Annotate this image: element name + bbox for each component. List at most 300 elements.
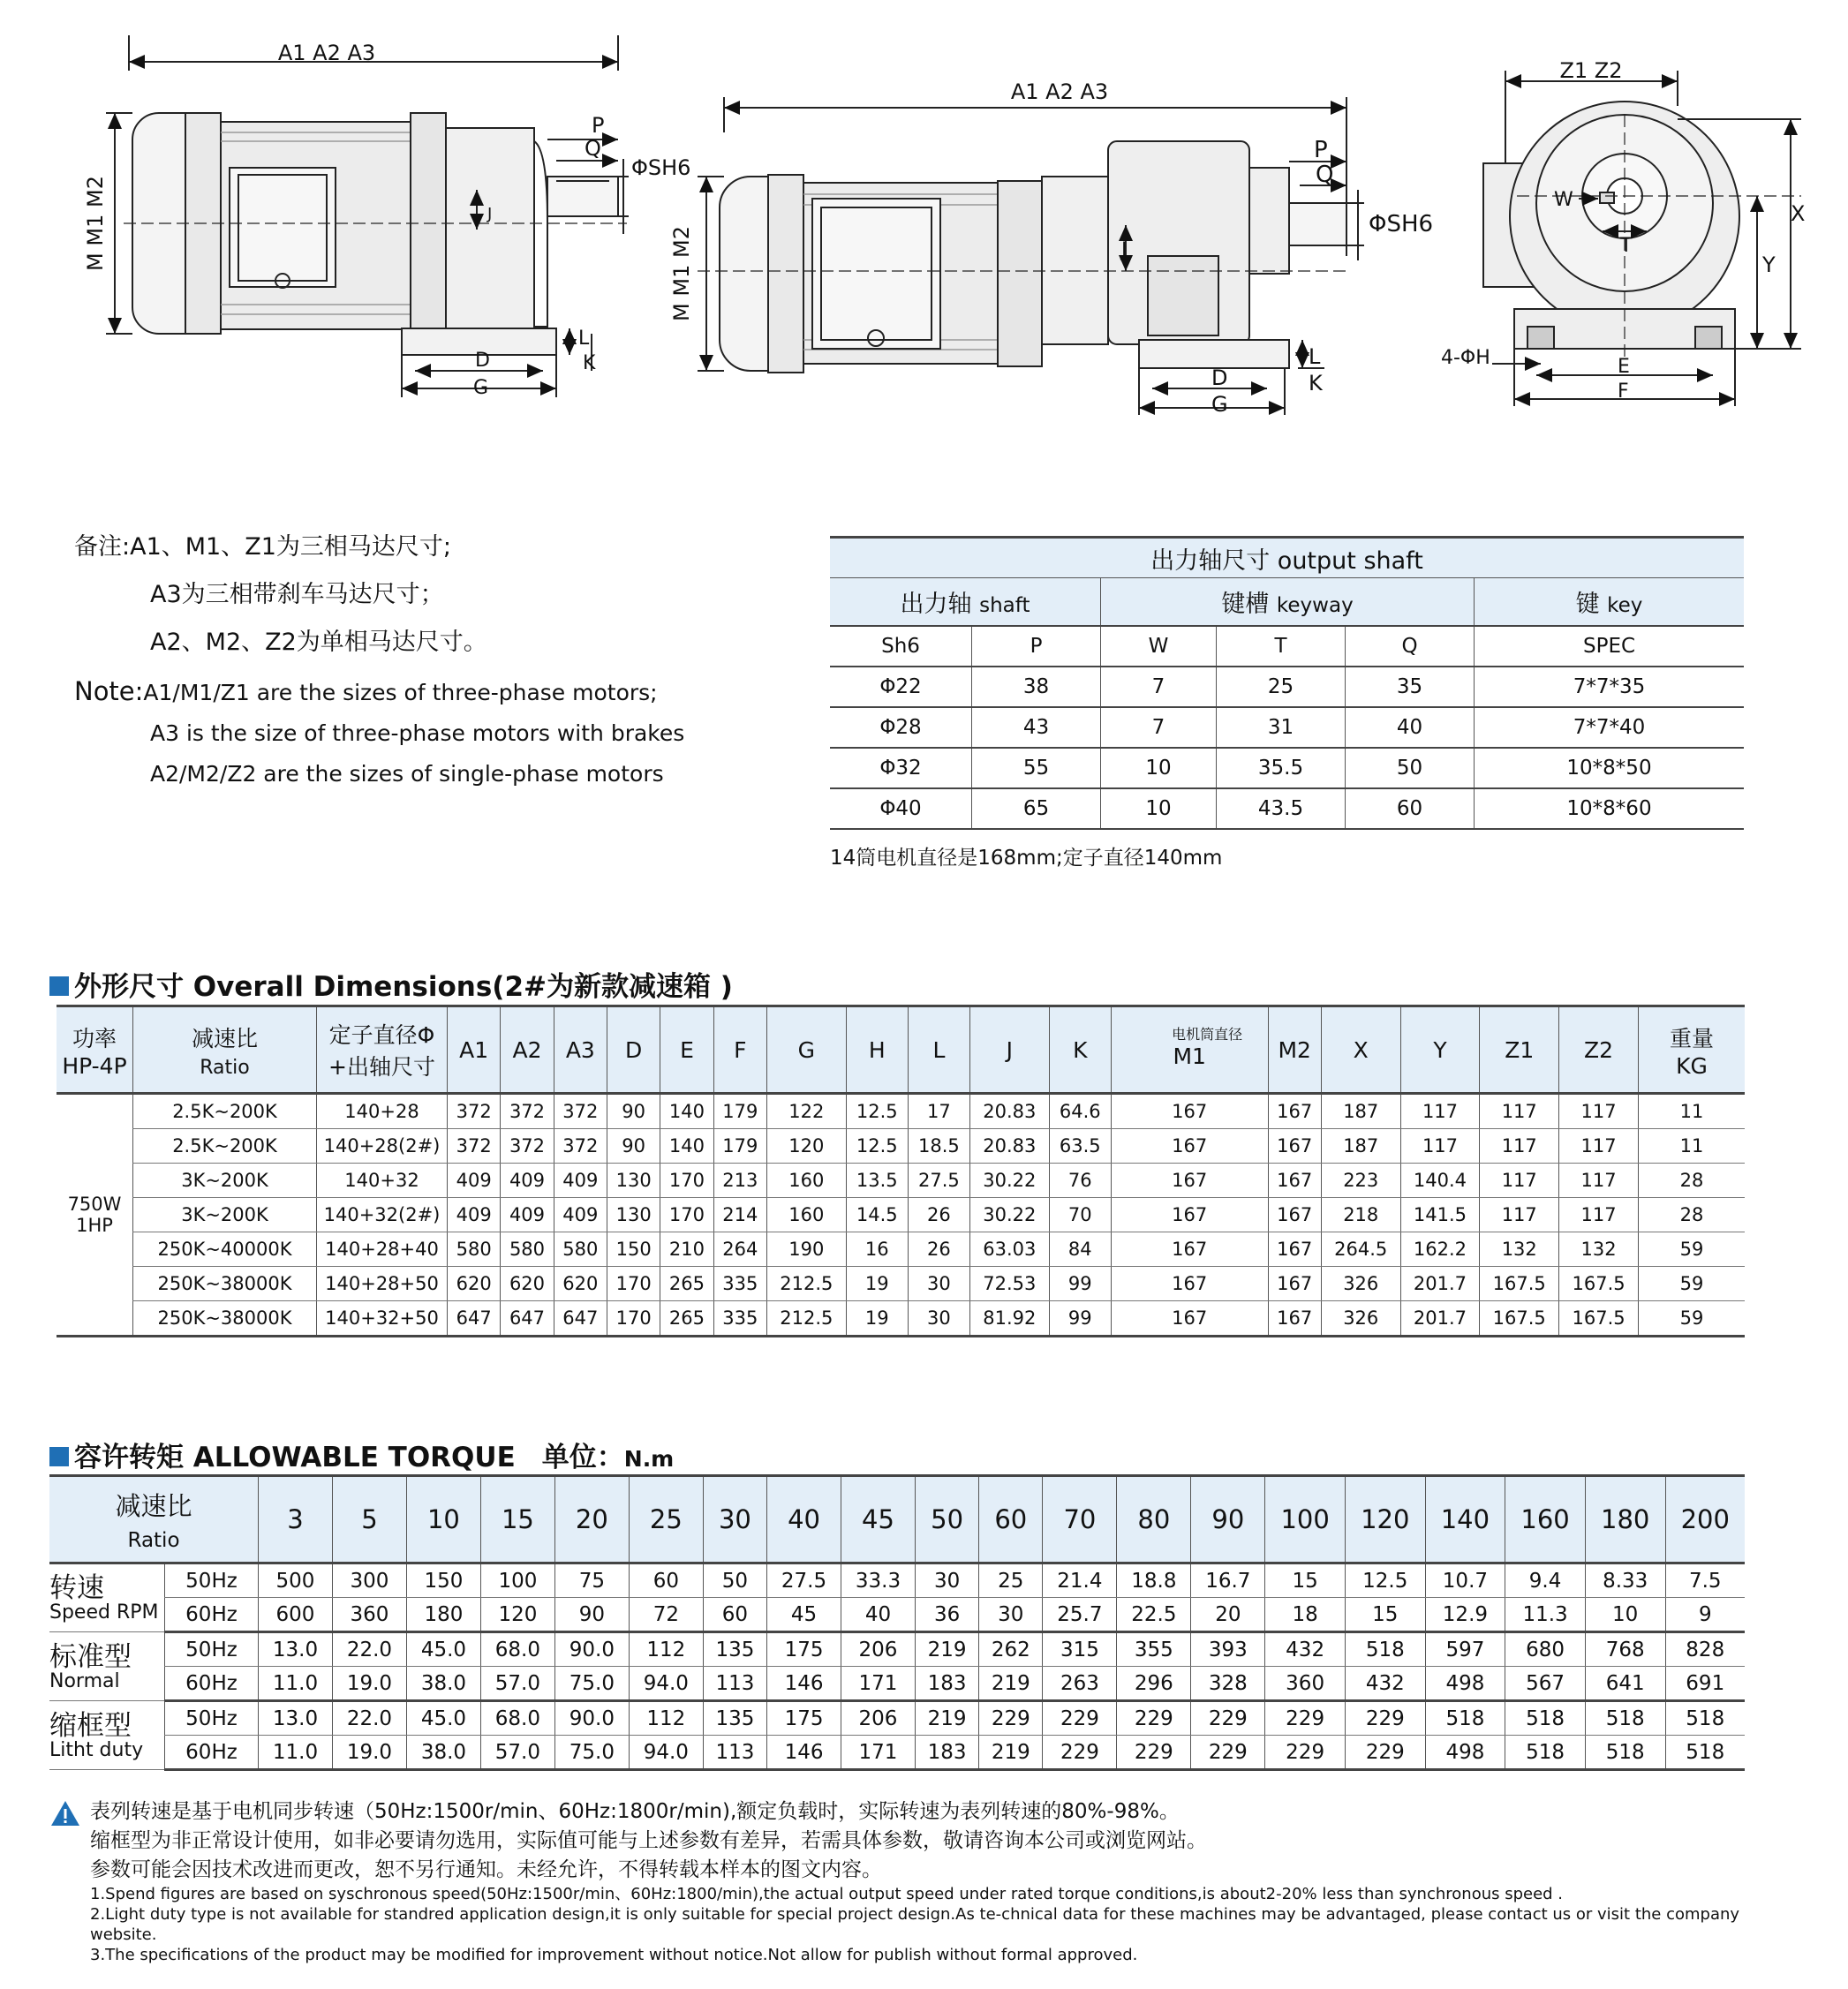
- shaft-cell: Φ32: [830, 748, 972, 788]
- torque-cell: 600: [259, 1598, 333, 1632]
- shaft-note: 14筒电机直径是168mm;定子直径140mm: [830, 847, 1223, 870]
- torque-cell: 19.0: [332, 1667, 406, 1701]
- dims-cell: 2.5K~200K: [133, 1129, 317, 1164]
- dims-cell: 117: [1480, 1094, 1559, 1129]
- dim-q-label-2: Q: [1316, 162, 1334, 188]
- dims-table-row: [57, 1232, 1745, 1267]
- allowable-torque-table: [49, 1474, 1745, 1771]
- torque-table-row: [49, 1667, 1745, 1701]
- torque-cell: 518: [1505, 1736, 1586, 1770]
- technical-drawings: [0, 0, 1848, 459]
- x-header: X: [1321, 1006, 1400, 1094]
- note-cn-line: A3为三相带刹车马达尺寸；: [150, 581, 444, 608]
- torque-cell: 11.3: [1505, 1598, 1586, 1632]
- dims-cell: 167: [1111, 1198, 1268, 1232]
- shaft-cell: 60: [1346, 788, 1475, 829]
- dim-d-label-2: D: [1211, 365, 1228, 390]
- torque-cell: 100: [480, 1563, 554, 1598]
- dims-cell: 372: [554, 1129, 607, 1164]
- dim-f-label: F: [1618, 380, 1629, 403]
- dims-cell: 26: [908, 1198, 969, 1232]
- torque-cell: 22.0: [332, 1701, 406, 1736]
- note-en-prefix: Note:: [74, 676, 144, 706]
- torque-cell: 15: [1265, 1563, 1346, 1598]
- dims-cell: 26: [908, 1232, 969, 1267]
- dims-cell: 99: [1049, 1301, 1111, 1337]
- shaft-cell: 55: [972, 748, 1101, 788]
- dims-cell: 162.2: [1400, 1232, 1480, 1267]
- dim-y-label: Y: [1762, 252, 1776, 277]
- dims-cell: 335: [713, 1267, 766, 1301]
- dims-cell: 132: [1559, 1232, 1639, 1267]
- torque-cell: 641: [1585, 1667, 1665, 1701]
- shaft-cell: 7: [1101, 707, 1217, 748]
- footnote-en-line: 3.The specifications of the product may be modified for improvement without notice.Not allow for publish without formal approved.: [90, 1946, 1138, 1964]
- torque-cell: 175: [767, 1632, 841, 1667]
- torque-cell: 75.0: [554, 1736, 629, 1770]
- shaft-cell: Φ28: [830, 707, 972, 748]
- dims-cell: 3K~200K: [133, 1164, 317, 1198]
- dims-cell: 167.5: [1480, 1267, 1559, 1301]
- dims-cell: 63.03: [969, 1232, 1049, 1267]
- shaft-cell: 31: [1217, 707, 1346, 748]
- torque-cell: 135: [703, 1632, 766, 1667]
- torque-group-label: [49, 1563, 165, 1632]
- dims-cell: 27.5: [908, 1164, 969, 1198]
- torque-cell: 229: [1117, 1736, 1191, 1770]
- torque-cell: 20: [1191, 1598, 1265, 1632]
- dims-cell: 409: [554, 1198, 607, 1232]
- torque-cell: 12.5: [1345, 1563, 1425, 1598]
- torque-cell: 57.0: [480, 1736, 554, 1770]
- dims-cell: 117: [1559, 1198, 1639, 1232]
- group-label-cn: 转速: [49, 1572, 104, 1604]
- col-header: E: [660, 1006, 713, 1094]
- side-view-small: [106, 35, 629, 397]
- torque-cell: 7.5: [1665, 1563, 1745, 1598]
- dim-a-label-2: A1 A2 A3: [1010, 79, 1109, 104]
- dim-a-label: A1 A2 A3: [277, 41, 376, 65]
- dims-cell: 372: [448, 1094, 501, 1129]
- torque-cell: 33.3: [841, 1563, 916, 1598]
- notes-cn: [74, 524, 487, 667]
- ratio-column-header: 160: [1505, 1476, 1586, 1563]
- torque-cell: 500: [259, 1563, 333, 1598]
- dims-cell: 190: [766, 1232, 846, 1267]
- torque-cell: 10: [1585, 1598, 1665, 1632]
- dims-cell: 117: [1400, 1094, 1480, 1129]
- dims-cell: 335: [713, 1301, 766, 1337]
- torque-cell: 45: [767, 1598, 841, 1632]
- dims-cell: 250K~40000K: [133, 1232, 317, 1267]
- dims-cell: 218: [1321, 1198, 1400, 1232]
- torque-cell: 171: [841, 1736, 916, 1770]
- dims-cell: 140.4: [1400, 1164, 1480, 1198]
- dims-cell: 201.7: [1400, 1301, 1480, 1337]
- dim-z-label: Z1 Z2: [1559, 58, 1623, 83]
- dims-cell: 132: [1480, 1232, 1559, 1267]
- torque-cell: 180: [406, 1598, 480, 1632]
- dims-cell: 117: [1559, 1164, 1639, 1198]
- dim-g-label-2: G: [1211, 392, 1228, 417]
- torque-cell: 120: [480, 1598, 554, 1632]
- dims-cell: 580: [501, 1232, 554, 1267]
- torque-cell: 40: [841, 1598, 916, 1632]
- section-marker-icon: [49, 976, 69, 996]
- dims-cell: 179: [713, 1094, 766, 1129]
- shaft-cell: 43: [972, 707, 1101, 748]
- torque-cell: 691: [1665, 1667, 1745, 1701]
- torque-cell: 518: [1585, 1701, 1665, 1736]
- shaft-cell: 25: [1217, 667, 1346, 707]
- torque-cell: 16.7: [1191, 1563, 1265, 1598]
- keyway-group-header: 键槽 keyway: [1101, 578, 1475, 626]
- dims-cell: 30: [908, 1301, 969, 1337]
- dims-cell: 2.5K~200K: [133, 1094, 317, 1129]
- key-group-header: 键 key: [1575, 590, 1643, 618]
- dims-cell: 167: [1268, 1164, 1321, 1198]
- dims-cell: 170: [607, 1301, 660, 1337]
- dims-cell: 117: [1480, 1164, 1559, 1198]
- dims-cell: 13.5: [846, 1164, 908, 1198]
- dims-cell: 409: [501, 1198, 554, 1232]
- dim-q-label: Q: [585, 136, 601, 161]
- dims-cell: 214: [713, 1198, 766, 1232]
- dims-cell: 81.92: [969, 1301, 1049, 1337]
- torque-cell: 68.0: [480, 1701, 554, 1736]
- dims-cell: 167: [1268, 1129, 1321, 1164]
- shaft-cell: 35: [1346, 667, 1475, 707]
- torque-cell: 219: [979, 1736, 1043, 1770]
- dims-cell: 167: [1268, 1267, 1321, 1301]
- dims-cell: 372: [448, 1129, 501, 1164]
- col-header: F: [713, 1006, 766, 1094]
- shaft-cell: 10: [1101, 788, 1217, 829]
- dims-cell: 90: [607, 1129, 660, 1164]
- dims-cell: 76: [1049, 1164, 1111, 1198]
- col-header: A2: [501, 1006, 554, 1094]
- y-header: Y: [1400, 1006, 1480, 1094]
- ratio-column-header: 100: [1265, 1476, 1346, 1563]
- dim-j-label: J: [487, 205, 493, 223]
- shaft-table-row: [830, 667, 1744, 707]
- ratio-column-header: 90: [1191, 1476, 1265, 1563]
- dims-cell: 14.5: [846, 1198, 908, 1232]
- dim-w-label: W: [1554, 189, 1573, 211]
- ratio-column-header: 45: [841, 1476, 916, 1563]
- torque-cell: 38.0: [406, 1667, 480, 1701]
- dims-cell: 167: [1268, 1232, 1321, 1267]
- ratio-column-header: 5: [332, 1476, 406, 1563]
- dims-cell: 167: [1111, 1164, 1268, 1198]
- torque-cell: 13.0: [259, 1701, 333, 1736]
- shaft-table-row: [830, 707, 1744, 748]
- torque-cell: 518: [1585, 1736, 1665, 1770]
- m1-header: 电机筒直径 M1: [1111, 1006, 1268, 1094]
- dims-table-row: [57, 1164, 1745, 1198]
- torque-cell: 15: [1345, 1598, 1425, 1632]
- dims-cell: 140+28: [317, 1094, 448, 1129]
- torque-cell: 19.0: [332, 1736, 406, 1770]
- dims-cell: 28: [1639, 1164, 1746, 1198]
- torque-cell: 768: [1585, 1632, 1665, 1667]
- torque-cell: 262: [979, 1632, 1043, 1667]
- dim-p-label: P: [592, 113, 605, 138]
- torque-cell: 10.7: [1425, 1563, 1505, 1598]
- torque-cell: 30: [979, 1598, 1043, 1632]
- dims-cell: 140+32+50: [317, 1301, 448, 1337]
- torque-cell: 90: [554, 1598, 629, 1632]
- torque-cell: 296: [1117, 1667, 1191, 1701]
- dims-cell: 213: [713, 1164, 766, 1198]
- dims-cell: 326: [1321, 1267, 1400, 1301]
- dims-cell: 647: [554, 1301, 607, 1337]
- dims-cell: 30.22: [969, 1164, 1049, 1198]
- shaft-table-title: 出力轴尺寸 output shaft: [1150, 546, 1423, 575]
- dims-cell: 167: [1111, 1129, 1268, 1164]
- torque-cell: 355: [1117, 1632, 1191, 1667]
- torque-cell: 90.0: [554, 1701, 629, 1736]
- dims-cell: 409: [448, 1164, 501, 1198]
- dims-cell: 409: [448, 1198, 501, 1232]
- ratio-column-header: 10: [406, 1476, 480, 1563]
- torque-cell: 113: [703, 1667, 766, 1701]
- torque-table-row: [49, 1598, 1745, 1632]
- torque-cell: 25.7: [1043, 1598, 1117, 1632]
- frequency-cell: 60Hz: [165, 1598, 259, 1632]
- frequency-cell: 60Hz: [165, 1736, 259, 1770]
- footnote-en-line: 1.Spend figures are based on syschronous speed(50Hz:1500r/min、60Hz:1800/min),the actual output speed under rated torque conditions,is about2-20% less than synchronous speed .: [90, 1885, 1564, 1903]
- dims-cell: 187: [1321, 1094, 1400, 1129]
- torque-cell: 219: [915, 1701, 978, 1736]
- torque-cell: 175: [767, 1701, 841, 1736]
- torque-cell: 112: [629, 1701, 703, 1736]
- torque-section-title: 容许转矩 ALLOWABLE TORQUE 单位：N.m: [49, 1435, 674, 1474]
- torque-cell: 11.0: [259, 1667, 333, 1701]
- torque-cell: 518: [1345, 1632, 1425, 1667]
- dims-cell: 140+32(2#): [317, 1198, 448, 1232]
- torque-cell: 263: [1043, 1667, 1117, 1701]
- shaft-cell: 10*8*50: [1475, 748, 1745, 788]
- torque-cell: 38.0: [406, 1736, 480, 1770]
- torque-cell: 9.4: [1505, 1563, 1586, 1598]
- shaft-cell: 38: [972, 667, 1101, 707]
- shaft-column-headers: Sh6 P W T Q SPEC: [830, 626, 1744, 667]
- dims-cell: 84: [1049, 1232, 1111, 1267]
- torque-cell: 68.0: [480, 1632, 554, 1667]
- torque-cell: 112: [629, 1632, 703, 1667]
- dim-j-label-2: J: [1121, 239, 1128, 261]
- dims-cell: 179: [713, 1129, 766, 1164]
- torque-cell: 75.0: [554, 1667, 629, 1701]
- dims-cell: 167.5: [1480, 1301, 1559, 1337]
- torque-cell: 45.0: [406, 1632, 480, 1667]
- torque-cell: 229: [1345, 1736, 1425, 1770]
- shaft-table-row: [830, 748, 1744, 788]
- dims-cell: 265: [660, 1267, 713, 1301]
- dims-cell: 580: [448, 1232, 501, 1267]
- torque-cell: 146: [767, 1667, 841, 1701]
- torque-cell: 13.0: [259, 1632, 333, 1667]
- dims-cell: 409: [554, 1164, 607, 1198]
- col-header: K: [1049, 1006, 1111, 1094]
- dims-cell: 170: [660, 1198, 713, 1232]
- dims-cell: 59: [1639, 1301, 1746, 1337]
- power-watts: 750W: [67, 1194, 122, 1215]
- footnote-cn-line: 表列转速是基于电机同步转速（50Hz:1500r/min、60Hz:1800r/min),额定负载时，实际转速为表列转速的80%-98%。: [90, 1800, 1180, 1823]
- dims-cell: 160: [766, 1198, 846, 1232]
- dims-cell: 117: [1480, 1198, 1559, 1232]
- torque-cell: 432: [1265, 1632, 1346, 1667]
- dims-cell: 187: [1321, 1129, 1400, 1164]
- torque-cell: 57.0: [480, 1667, 554, 1701]
- dims-cell: 620: [501, 1267, 554, 1301]
- ratio-column-header: 80: [1117, 1476, 1191, 1563]
- dim-m-label-2: M M1 M2: [669, 226, 694, 321]
- torque-cell: 360: [332, 1598, 406, 1632]
- dims-cell: 167.5: [1559, 1301, 1639, 1337]
- dims-cell: 210: [660, 1232, 713, 1267]
- torque-cell: 171: [841, 1667, 916, 1701]
- torque-cell: 75: [554, 1563, 629, 1598]
- torque-cell: 518: [1505, 1701, 1586, 1736]
- torque-cell: 9: [1665, 1598, 1745, 1632]
- footnotes-cn: [90, 1797, 1207, 1885]
- dims-cell: 167: [1268, 1094, 1321, 1129]
- dim-holes-label: 4-ΦH: [1441, 347, 1490, 369]
- dims-cell: 140+28+50: [317, 1267, 448, 1301]
- dims-cell: 90: [607, 1094, 660, 1129]
- group-label-cn: 缩框型: [49, 1709, 132, 1742]
- torque-table-row: [49, 1563, 1745, 1598]
- dims-cell: 372: [501, 1094, 554, 1129]
- torque-cell: 22.5: [1117, 1598, 1191, 1632]
- front-view: [1483, 71, 1801, 406]
- torque-cell: 50: [703, 1563, 766, 1598]
- torque-group-label: [49, 1701, 165, 1770]
- footnote-en-line: 2.Light duty type is not available for standred application design,it is only suitable for special project design.As te-chnical data for these machines may be advantaged, please contact us or visit the company website.: [90, 1905, 1740, 1944]
- power-cell: [57, 1094, 133, 1337]
- ratio-column-header: 60: [979, 1476, 1043, 1563]
- dims-cell: 250K~38000K: [133, 1301, 317, 1337]
- dims-cell: 223: [1321, 1164, 1400, 1198]
- ratio-column-header: 120: [1345, 1476, 1425, 1563]
- torque-cell: 18: [1265, 1598, 1346, 1632]
- dims-table-row: [57, 1198, 1745, 1232]
- torque-group-label: [49, 1632, 165, 1701]
- torque-cell: 60: [703, 1598, 766, 1632]
- dims-cell: 167: [1268, 1198, 1321, 1232]
- dims-cell: 72.53: [969, 1267, 1049, 1301]
- shaft-cell: 50: [1346, 748, 1475, 788]
- col-header: D: [607, 1006, 660, 1094]
- dims-cell: 170: [660, 1164, 713, 1198]
- dim-m-label: M M1 M2: [83, 176, 108, 271]
- torque-cell: 498: [1425, 1736, 1505, 1770]
- torque-ratio-header: 减速比 Ratio: [49, 1476, 259, 1563]
- torque-cell: 518: [1665, 1736, 1745, 1770]
- dims-cell: 120: [766, 1129, 846, 1164]
- dims-cell: 140+28+40: [317, 1232, 448, 1267]
- dims-cell: 167: [1111, 1232, 1268, 1267]
- ratio-column-header: 50: [915, 1476, 978, 1563]
- dim-k-label: K: [583, 352, 596, 374]
- col-header: A1: [448, 1006, 501, 1094]
- dims-cell: 167: [1111, 1301, 1268, 1337]
- torque-cell: 360: [1265, 1667, 1346, 1701]
- dims-cell: 265: [660, 1301, 713, 1337]
- torque-cell: 21.4: [1043, 1563, 1117, 1598]
- torque-cell: 300: [332, 1563, 406, 1598]
- ratio-column-header: 200: [1665, 1476, 1745, 1563]
- dims-table-row: [57, 1301, 1745, 1337]
- shaft-cell: 10*8*60: [1475, 788, 1745, 829]
- dim-p-label-2: P: [1314, 137, 1328, 163]
- shaft-cell: 7*7*40: [1475, 707, 1745, 748]
- dims-cell: 409: [501, 1164, 554, 1198]
- ratio-header: 减速比 Ratio: [133, 1006, 317, 1094]
- ratio-column-header: 70: [1043, 1476, 1117, 1563]
- dims-cell: 64.6: [1049, 1094, 1111, 1129]
- torque-cell: 229: [1043, 1701, 1117, 1736]
- dims-section-title: 外形尺寸 Overall Dimensions(2#为新款减速箱 ): [49, 964, 733, 1004]
- frequency-cell: 50Hz: [165, 1632, 259, 1667]
- dim-l-label: L: [578, 328, 590, 350]
- dims-table-row: [57, 1094, 1745, 1129]
- shaft-cell: 10: [1101, 748, 1217, 788]
- group-label-en: Normal: [49, 1669, 120, 1692]
- torque-cell: 518: [1665, 1701, 1745, 1736]
- ratio-column-header: 15: [480, 1476, 554, 1563]
- overall-dimensions-table: [57, 1005, 1745, 1337]
- col-header: L: [908, 1006, 969, 1094]
- dim-x-label: X: [1791, 201, 1806, 226]
- torque-cell: 94.0: [629, 1667, 703, 1701]
- hp-header: 功率 HP-4P: [57, 1006, 133, 1094]
- torque-cell: 45.0: [406, 1701, 480, 1736]
- torque-cell: 229: [1345, 1701, 1425, 1736]
- stator-header: 定子直径Φ +出轴尺寸: [317, 1006, 448, 1094]
- dims-cell: 117: [1480, 1129, 1559, 1164]
- torque-cell: 328: [1191, 1667, 1265, 1701]
- dim-g-label: G: [473, 377, 489, 399]
- dims-cell: 11: [1639, 1094, 1746, 1129]
- dims-cell: 20.83: [969, 1129, 1049, 1164]
- dims-cell: 19: [846, 1301, 908, 1337]
- section-marker-icon: [49, 1447, 69, 1466]
- dim-l-label-2: L: [1309, 344, 1321, 369]
- ratio-column-header: 20: [554, 1476, 629, 1563]
- output-shaft-table: [830, 536, 1744, 830]
- dims-cell: 70: [1049, 1198, 1111, 1232]
- dims-cell: 12.5: [846, 1129, 908, 1164]
- dims-cell: 647: [448, 1301, 501, 1337]
- torque-cell: 229: [1043, 1736, 1117, 1770]
- torque-cell: 206: [841, 1632, 916, 1667]
- torque-cell: 206: [841, 1701, 916, 1736]
- note-cn-line: 备注:A1、M1、Z1为三相马达尺寸;: [74, 533, 451, 561]
- dims-cell: 167.5: [1559, 1267, 1639, 1301]
- footnote-cn-line: 参数可能会因技术改进而更改，恕不另行通知。未经允许，不得转载本样本的图文内容。: [90, 1858, 882, 1881]
- dims-cell: 264.5: [1321, 1232, 1400, 1267]
- col-header: J: [969, 1006, 1049, 1094]
- torque-cell: 60: [629, 1563, 703, 1598]
- dims-cell: 647: [501, 1301, 554, 1337]
- torque-cell: 90.0: [554, 1632, 629, 1667]
- torque-cell: 183: [915, 1736, 978, 1770]
- torque-cell: 229: [1117, 1701, 1191, 1736]
- dims-cell: 130: [607, 1198, 660, 1232]
